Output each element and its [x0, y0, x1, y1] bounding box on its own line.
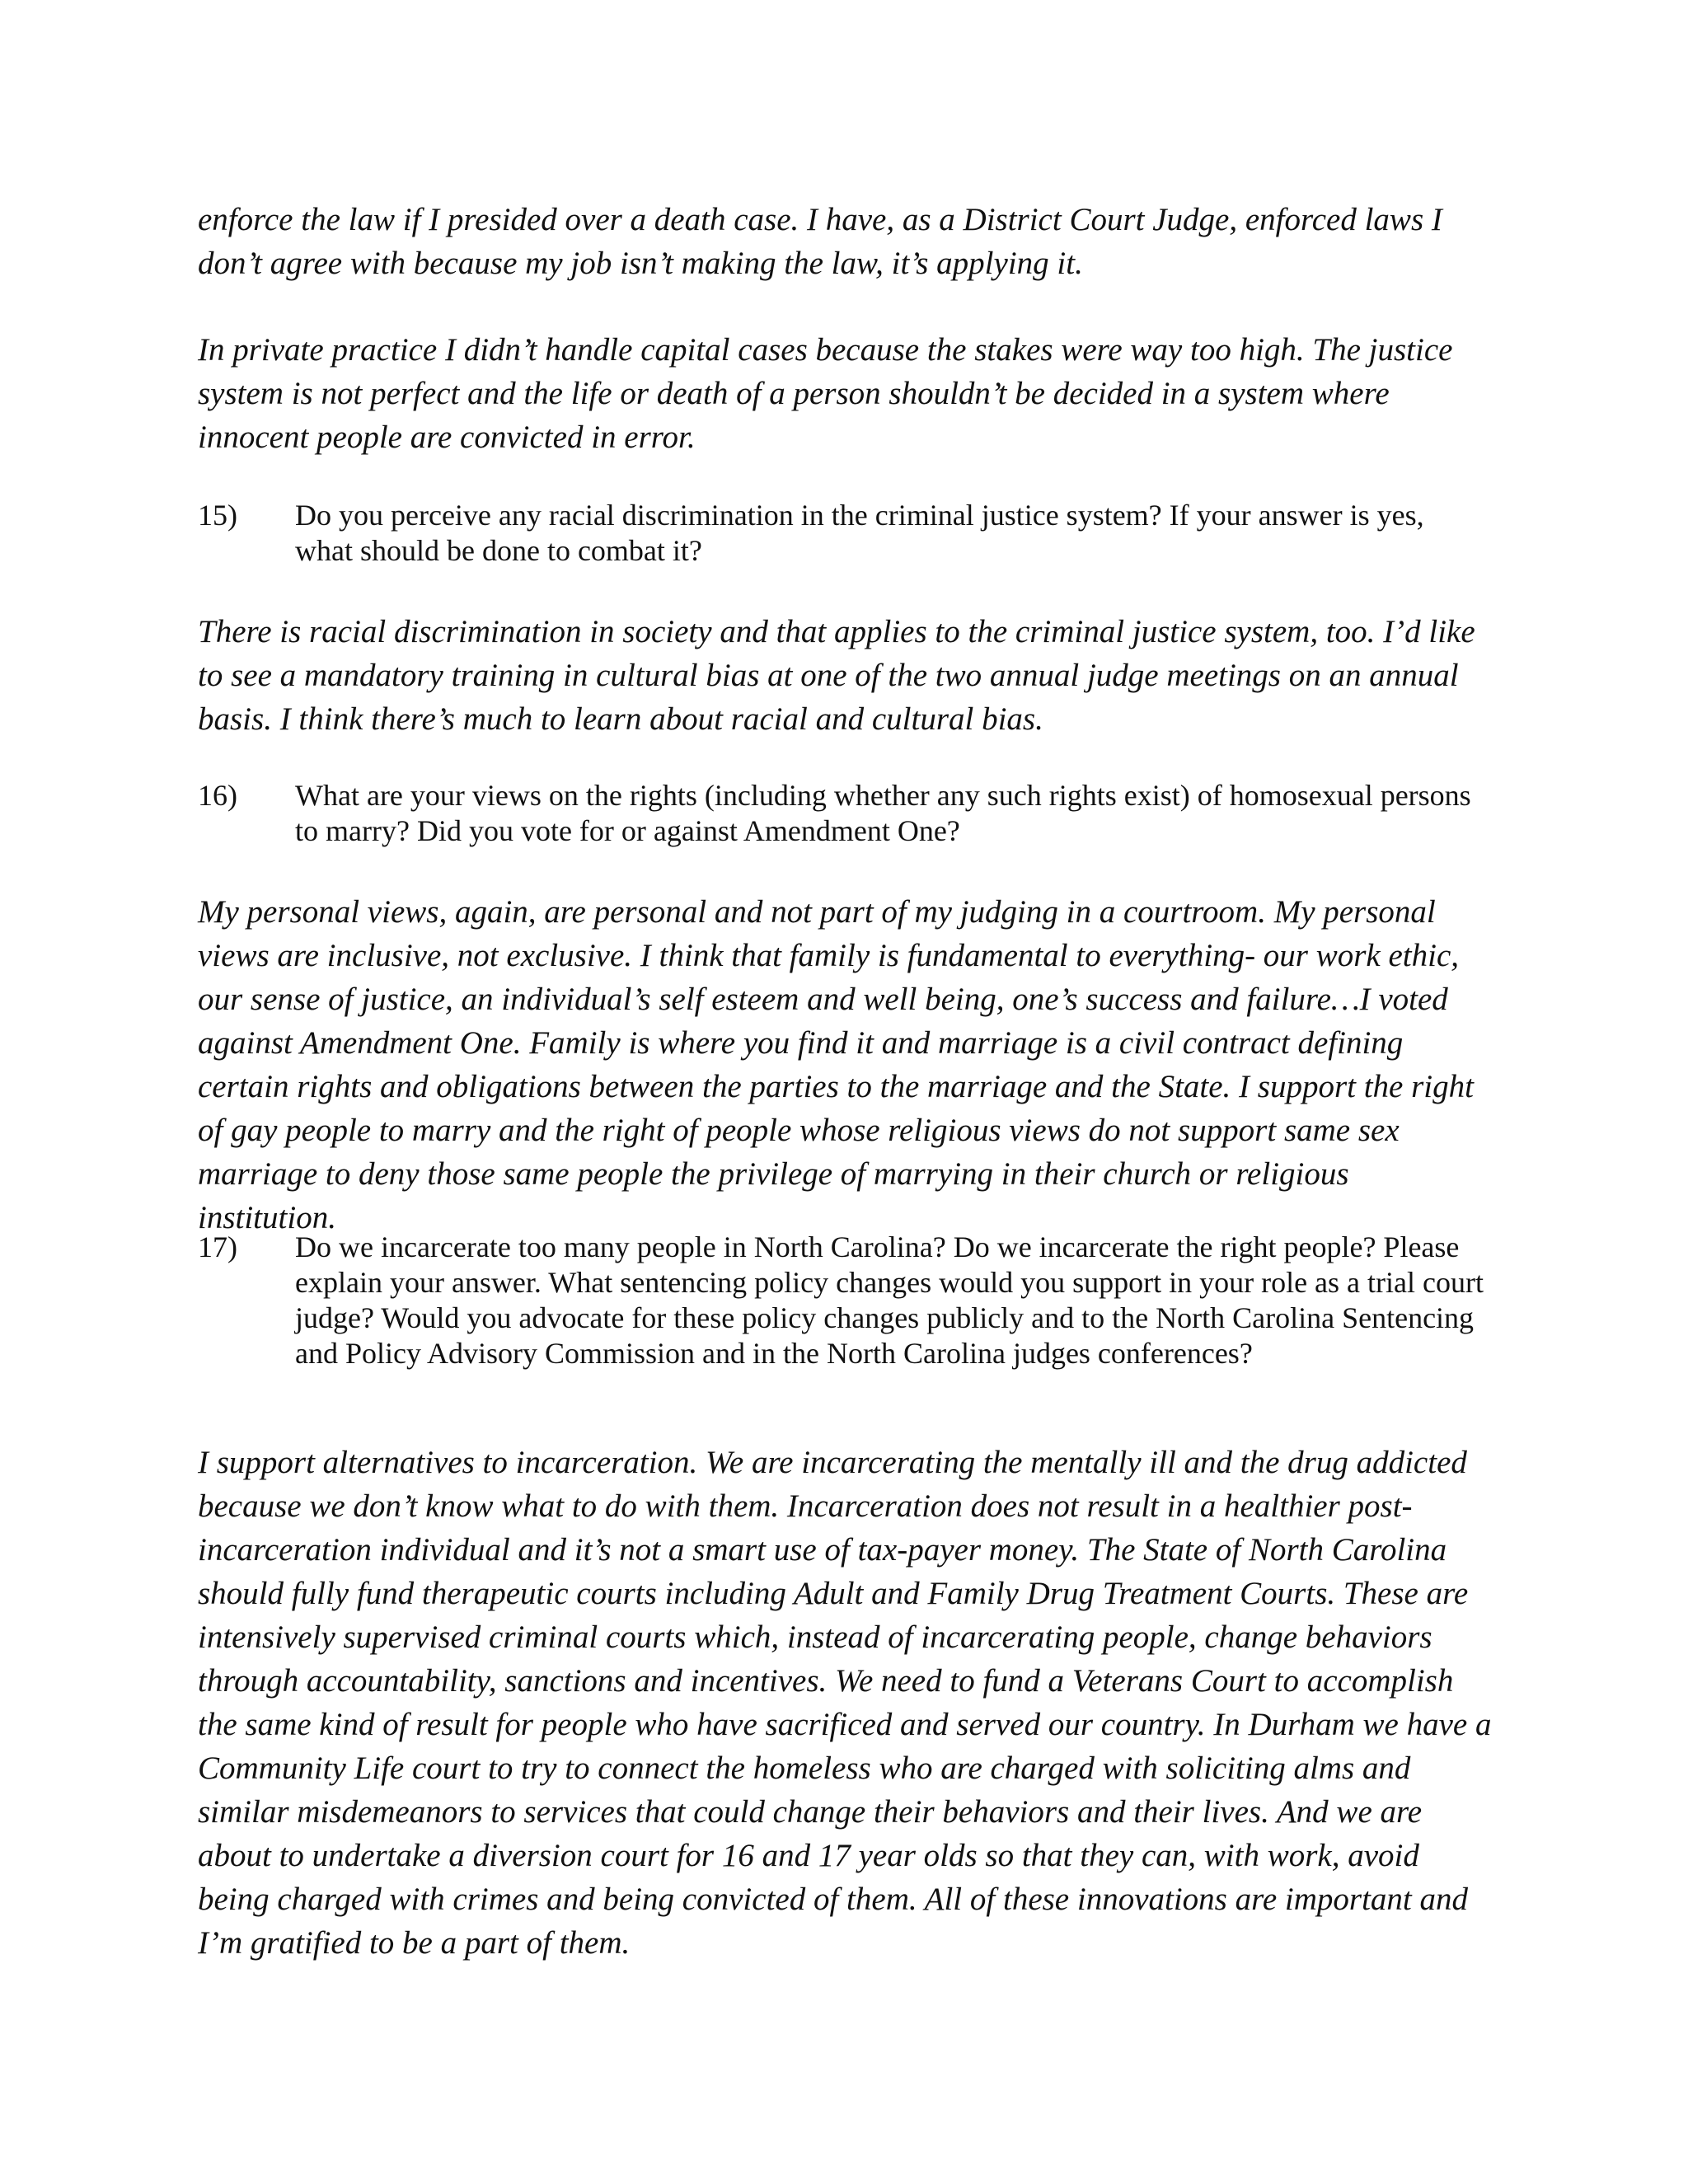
answer-16: My personal views, again, are personal and not part of my judging in a courtroom. My personal views are inclusive, not exclusive. I think that family is fundamental to everything- our work ethic, our sense of justice, an individual’s self esteem and well being, one’s success and failure…I voted against Amendment One. Family is where you find it and marriage is a civil contract defining certain rights and obligations between the parties to the marriage and the State. I support the right of gay people to marry and the right of people whose religious views do not support same sex marriage to deny those same people the privilege of marrying in their church or religious institution. [198, 894, 1474, 1235]
answer-17: I support alternatives to incarceration. We are incarcerating the mentally ill and the drug addicted because we don’t know what to do with them. Incarceration does not result in a healthier post-incarceration individual and it’s not a smart use of tax-payer money. The State of North Carolina should fully fund therapeutic courts including Adult and Family Drug Treatment Courts. These are intensively supervised criminal courts which, instead of incarcerating people, change behaviors through accountability, sanctions and incentives. We need to fund a Veterans Court to accomplish the same kind of result for people who have sacrificed and served our country. In Durham we have a Community Life court to try to connect the homeless who are charged with soliciting alms and similar misdemeanors to services that could change their behaviors and their lives. And we are about to undertake a diversion court for 16 and 17 year olds so that they can, with work, avoid being charged with crimes and being convicted of them. All of these innovations are important and I’m gratified to be a part of them. [198, 1445, 1492, 1961]
question-number: 16) [198, 779, 237, 812]
answer-paragraph-intro: enforce the law if I presided over a death case. I have, as a District Court Judge, enforced laws I don’t agree with because my job isn’t making the law, it’s applying it. [198, 202, 1442, 281]
question-16 [198, 778, 1484, 849]
question-text: Do we incarcerate too many people in North Carolina? Do we incarcerate the right people? Please explain your answer. What sentencing policy changes would you support in your role as a trial court judge? Would you advocate for these policy changes publicly and to the North Carolina Sentencing and Policy Advisory Commission and in the North Carolina judges conferences? [295, 1230, 1484, 1370]
question-17 [198, 1230, 1484, 1371]
question-text: Do you perceive any racial discrimination in the criminal justice system? If your answer is yes, what should be done to combat it? [295, 499, 1424, 567]
question-15 [198, 498, 1484, 569]
question-number: 15) [198, 499, 237, 532]
question-text: What are your views on the rights (including whether any such rights exist) of homosexual persons to marry? Did you vote for or against Amendment One? [295, 779, 1471, 847]
question-number: 17) [198, 1230, 237, 1263]
answer-15: There is racial discrimination in society and that applies to the criminal justice system, too. I’d like to see a mandatory training in cultural bias at one of the two annual judge meetings on an annual basis. I think there’s much to learn about racial and cultural bias. [198, 614, 1475, 737]
answer-paragraph-private-practice: In private practice I didn’t handle capital cases because the stakes were way too high. The justice system is not perfect and the life or death of a person shouldn’t be decided in a system where innocent people are convicted in error. [198, 332, 1453, 455]
